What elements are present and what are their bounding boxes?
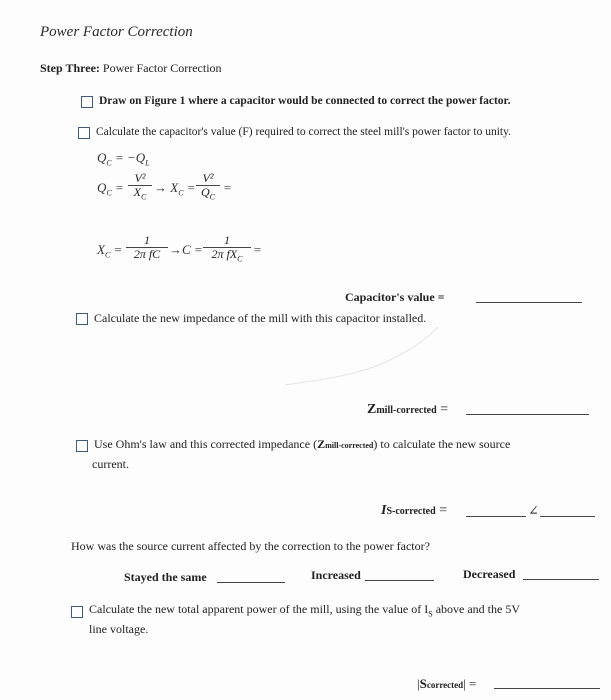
task-ohms-law-cont: current. [92,457,129,471]
fraction-1-over-2pifc: $\frac{1}{\text{2π fC}}$ [126,234,168,261]
capacitor-value-blank[interactable] [476,302,582,303]
formula-arrow-xc: → $X_C$ = [154,180,196,198]
ohms-law-checkbox[interactable] [76,440,88,452]
task-calc-capacitor: Calculate the capacitor's value (F) required to correct the steel mill's power factor to unity. [96,126,512,138]
impedance-checkbox[interactable] [76,313,88,325]
option-increased-blank[interactable] [365,580,434,581]
formula-equals-blank-1: = [223,180,232,195]
option-decreased: Decreased [463,567,516,581]
i-magnitude-blank[interactable] [466,516,526,517]
option-increased: Increased [311,568,361,582]
formula-arrow-c: →C = [169,242,203,257]
angle-symbol: ∠ [528,503,539,518]
i-angle-blank[interactable] [540,516,595,517]
s-corrected-blank[interactable] [494,688,600,689]
formula-qc-label: $Q_C$ = [97,180,124,198]
step-label: Step Three: [40,61,100,75]
step-name: Power Factor Correction [102,61,222,75]
step-heading [40,61,222,76]
formula-qc-eq-neg-ql: $Q_C = -Q_L$ [97,150,150,168]
apparent-power-checkbox[interactable] [71,606,83,618]
option-stayed-same: Stayed the same [124,570,207,584]
formula-xc-label: $X_C$ = [97,242,123,260]
task-apparent-power-cont: line voltage. [89,622,149,636]
option-stayed-same-blank[interactable] [217,582,285,583]
z-mill-corrected-blank[interactable] [466,414,589,415]
task-ohms-law: Use Ohm's law and this corrected impedance (Zmill-corrected) to calculate the new source [94,437,511,451]
s-corrected-label: |Scorrected| = [417,676,477,691]
z-mill-corrected-label: Zmill-corrected = [367,402,449,417]
task-apparent-power: Calculate the new total apparent power of the mill, using the value of $I_S$ above and the 5V [89,602,520,619]
faint-scribble [280,325,440,395]
task-new-impedance: Calculate the new impedance of the mill with this capacitor installed. [94,311,427,325]
question-source-current: How was the source current affected by the correction to the power factor? [71,539,430,553]
capacitor-value-label: Capacitor's value = [345,290,445,304]
i-s-corrected-label: IS-corrected = [381,503,448,518]
formula-equals-blank-2: = [253,242,262,257]
fraction-1-over-2pifxc: 1 2π $fX_C$ [203,234,251,265]
option-decreased-blank[interactable] [523,579,599,580]
fraction-v2-over-xc: $\frac{\text{V²}}{X_C}$ [128,172,152,203]
page-title: Power Factor Correction [40,24,193,40]
capacitor-value-checkbox[interactable] [78,127,90,139]
draw-checkbox[interactable] [81,96,93,108]
task-draw-capacitor: Draw on Figure 1 where a capacitor would be connected to correct the power factor. [99,95,511,107]
fraction-v2-over-qc: $\frac{\text{V²}}{Q_C}$ [196,172,220,203]
